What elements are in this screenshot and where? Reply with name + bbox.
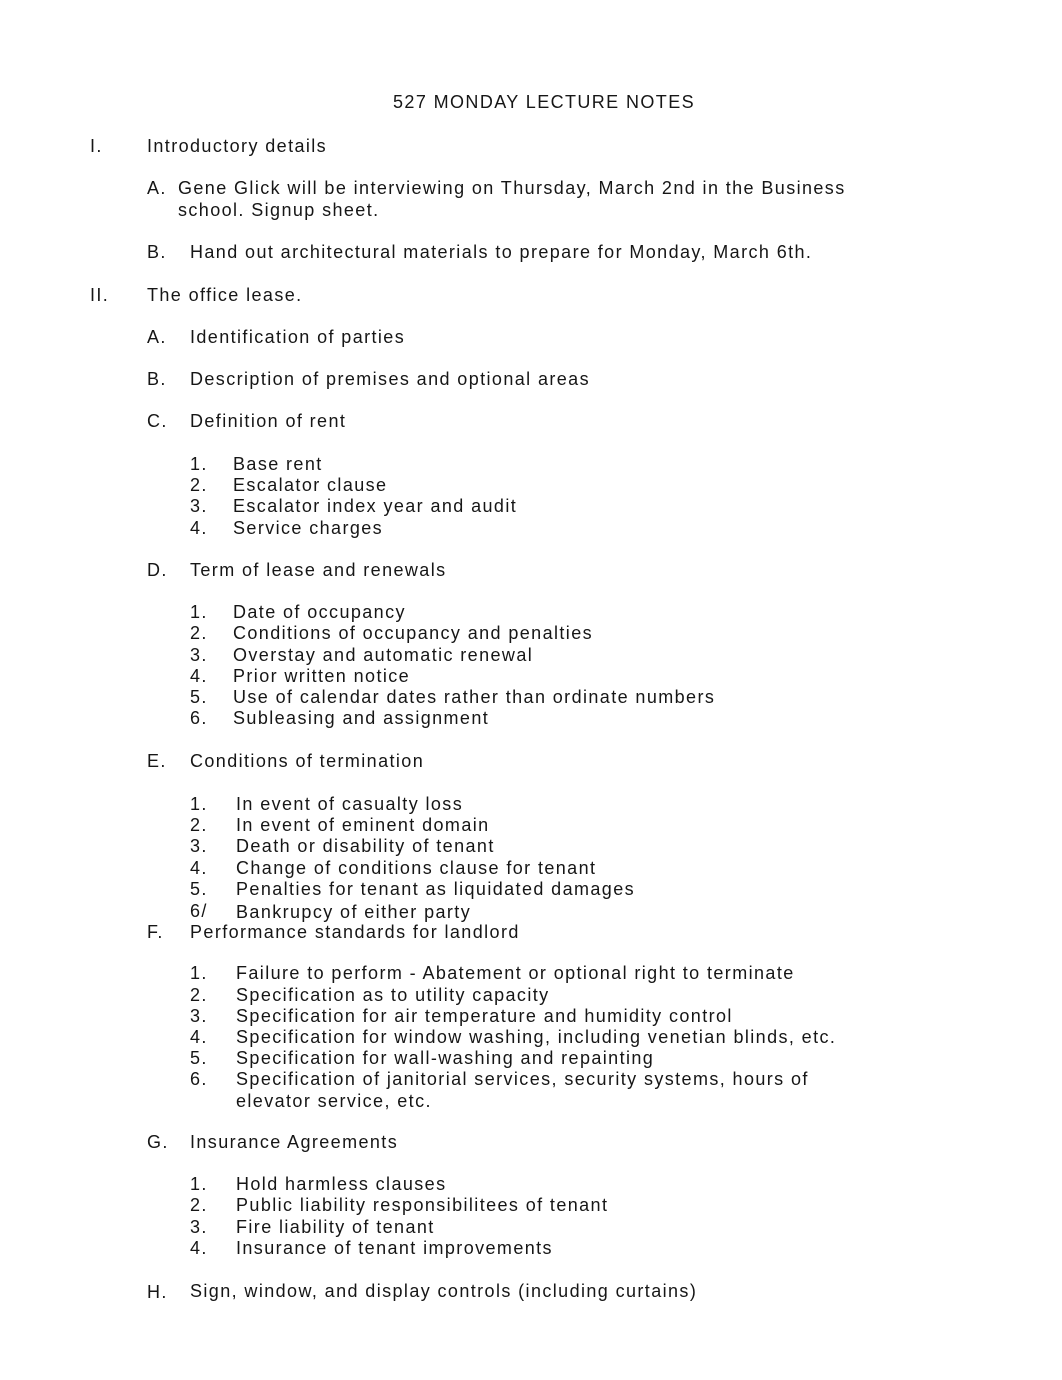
list-item-number: 3. [190,836,208,856]
list-item-number: 4. [190,1027,208,1047]
list-item-number: 2. [190,1195,208,1215]
list-item-number: 1. [190,602,208,622]
list-item: Specification for air temperature and humidity control [236,1006,733,1026]
section-heading: Introductory details [147,136,328,156]
list-item-number: 3. [190,1217,208,1237]
list-item-number: 5. [190,1048,208,1068]
section-number: I. [90,136,103,156]
list-item: Overstay and automatic renewal [233,645,534,665]
list-item: Escalator index year and audit [233,496,518,516]
list-item: Bankrupcy of either party [236,902,472,922]
list-item-number: 6. [190,1069,208,1089]
list-item: Insurance of tenant improvements [236,1238,553,1258]
section-heading: The office lease. [147,285,303,305]
subsection-text: Hand out architectural materials to prepare for Monday, March 6th. [190,242,813,262]
list-item-number: 1. [190,454,208,474]
subsection-letter: E. [147,751,167,771]
list-item: Escalator clause [233,475,388,495]
subsection-letter: H. [147,1282,168,1302]
list-item-number: 1. [190,963,208,983]
subsection-text: Definition of rent [190,411,347,431]
section-number: II. [90,285,110,305]
subsection-letter: D. [147,560,168,580]
list-item: In event of eminent domain [236,815,490,835]
list-item-number: 5. [190,687,208,707]
list-item: Use of calendar dates rather than ordinate numbers [233,687,716,707]
list-item: Death or disability of tenant [236,836,495,856]
list-item-number: 1. [190,794,208,814]
list-item: Prior written notice [233,666,411,686]
list-item: Public liability responsibilitees of tenant [236,1195,609,1215]
list-item: Hold harmless clauses [236,1174,447,1194]
list-item: Change of conditions clause for tenant [236,858,597,878]
subsection-text: Description of premises and optional areas [190,369,590,389]
list-item: Fire liability of tenant [236,1217,435,1237]
subsection-letter: A. [147,327,167,347]
list-item-number: 2. [190,623,208,643]
list-item: Failure to perform - Abatement or optional right to terminate [236,963,795,983]
list-item-number: 3. [190,496,208,516]
list-item-continued: elevator service, etc. [236,1091,432,1111]
list-item-number: 5. [190,879,208,899]
subsection-letter: A. [147,178,167,198]
subsection-letter: G. [147,1132,169,1152]
page-title: 527 MONDAY LECTURE NOTES [393,92,696,112]
subsection-letter: B. [147,369,167,389]
subsection-text: Identification of parties [190,327,406,347]
list-item-number: 2. [190,985,208,1005]
list-item-number: 4. [190,518,208,538]
list-item: Subleasing and assignment [233,708,490,728]
list-item: Specification of janitorial services, security systems, hours of [236,1069,809,1089]
list-item: Penalties for tenant as liquidated damages [236,879,636,899]
list-item: Service charges [233,518,384,538]
list-item-number: 2. [190,475,208,495]
list-item-number: 3. [190,1006,208,1026]
subsection-text: Performance standards for landlord [190,922,520,942]
list-item-number: 4. [190,666,208,686]
list-item-number: 4. [190,858,208,878]
list-item: Date of occupancy [233,602,406,622]
list-item: In event of casualty loss [236,794,464,814]
subsection-text-continued: school. Signup sheet. [178,200,380,220]
subsection-text: Insurance Agreements [190,1132,399,1152]
subsection-text: Sign, window, and display controls (including curtains) [190,1281,698,1301]
list-item-number: 3. [190,645,208,665]
list-item-number: 6/ [190,901,208,921]
list-item: Specification for wall-washing and repainting [236,1048,655,1068]
subsection-letter: B. [147,242,167,262]
subsection-text: Conditions of termination [190,751,425,771]
list-item-number: 4. [190,1238,208,1258]
list-item-number: 1. [190,1174,208,1194]
subsection-letter: F. [147,922,164,942]
list-item: Base rent [233,454,323,474]
list-item: Specification for window washing, including venetian blinds, etc. [236,1027,837,1047]
subsection-text: Gene Glick will be interviewing on Thursday, March 2nd in the Business [178,178,846,198]
list-item: Conditions of occupancy and penalties [233,623,594,643]
list-item: Specification as to utility capacity [236,985,550,1005]
subsection-letter: C. [147,411,168,431]
list-item-number: 2. [190,815,208,835]
list-item-number: 6. [190,708,208,728]
subsection-text: Term of lease and renewals [190,560,447,580]
